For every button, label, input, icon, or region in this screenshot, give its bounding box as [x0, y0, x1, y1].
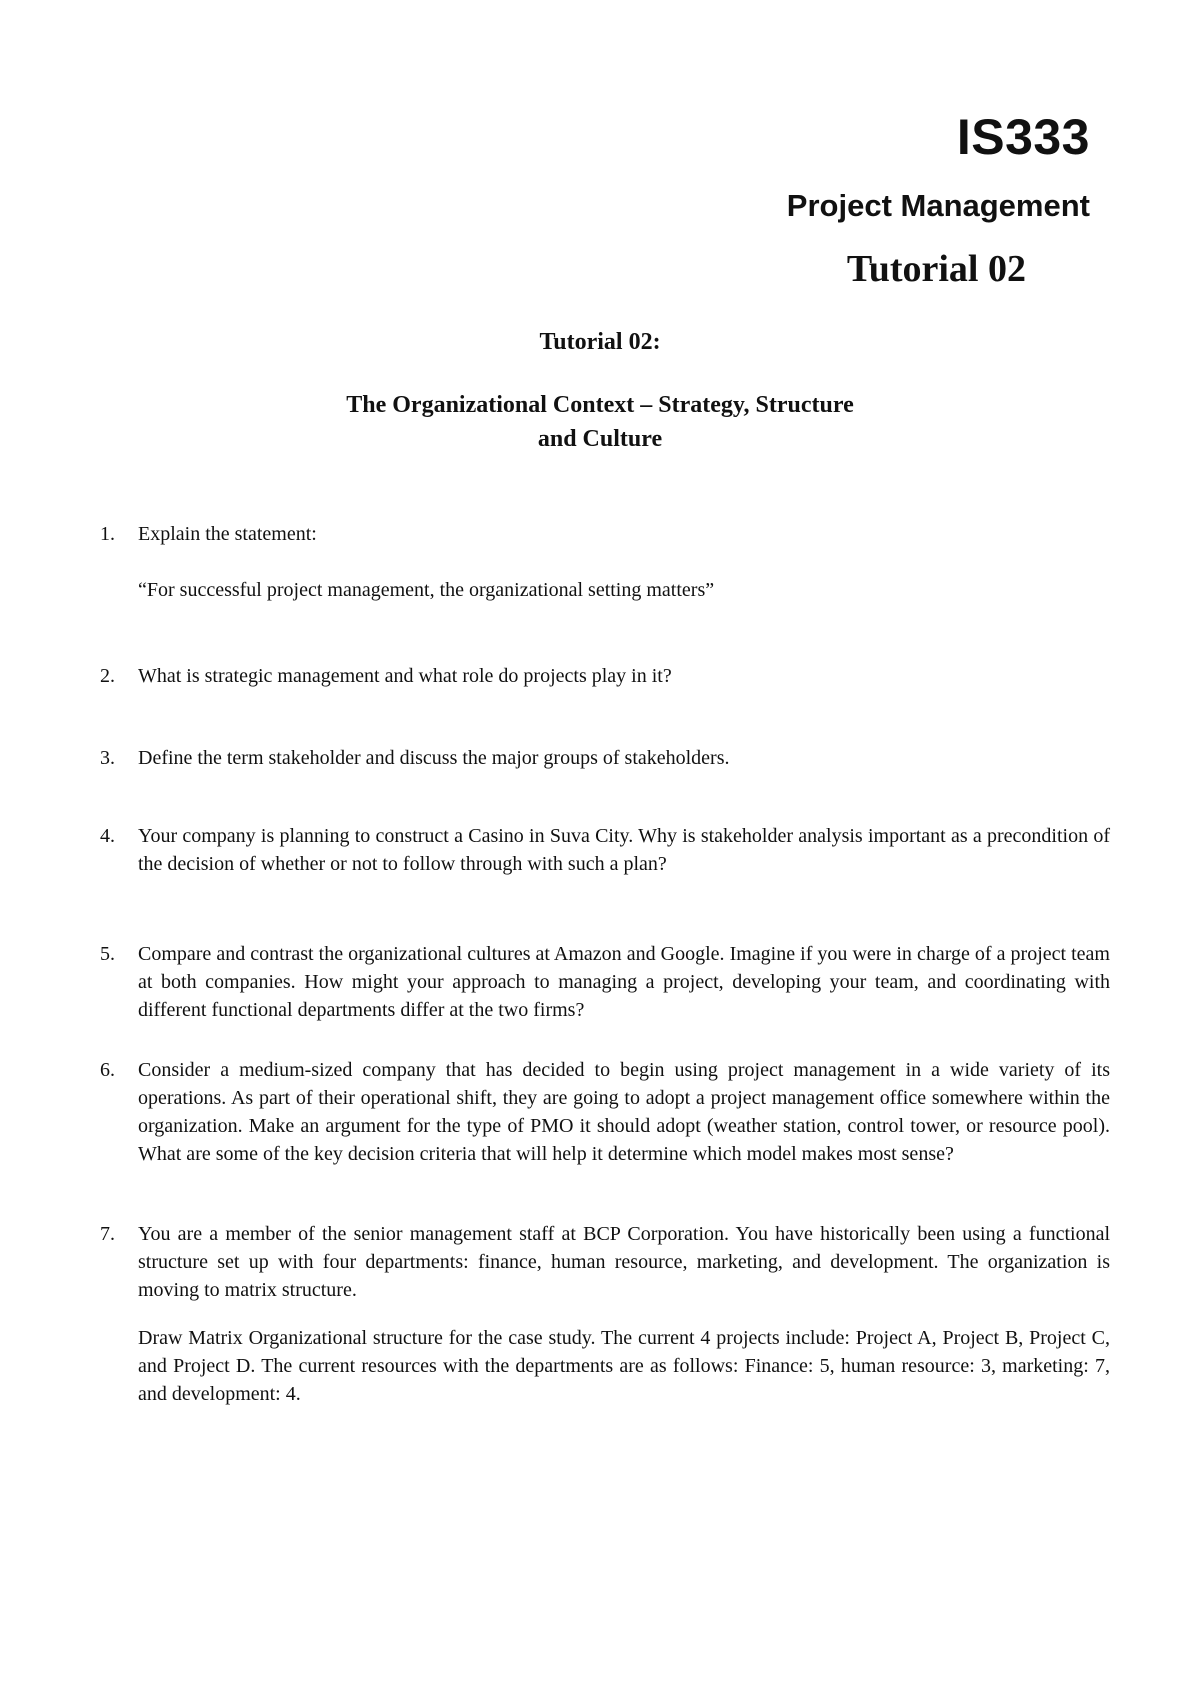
question-text: You are a member of the senior management staff at BCP Corporation. You have historically been using a functional structure set up with four departments: finance, human resource, marketing, and development. The organization is moving to matrix structure. [138, 1223, 1110, 1301]
question-number: 3. [100, 747, 115, 769]
question-text: Explain the statement: [138, 523, 317, 545]
question-5 [100, 940, 1110, 1024]
course-name: Project Management [786, 188, 1090, 223]
question-7 [100, 1220, 1110, 1408]
course-code: IS333 [956, 109, 1090, 165]
question-3 [100, 744, 1110, 772]
question-quote: “For successful project management, the organizational setting matters” [138, 579, 715, 601]
topic-title-line1: The Organizational Context – Strategy, Structure [346, 392, 854, 418]
tutorial-label: Tutorial 02 [846, 248, 1026, 290]
question-4 [100, 822, 1110, 878]
question-number: 7. [100, 1223, 115, 1245]
question-text: Consider a medium-sized company that has decided to begin using project management in a wide variety of its operations. As part of their operational shift, they are going to adopt a project management office somewhere within the organization. Make an argument for the type of PMO it should adopt (weather station, control tower, or resource pool). What are some of the key decision criteria that will help it determine which model makes most sense? [138, 1059, 1110, 1165]
question-number: 5. [100, 943, 115, 965]
question-number: 1. [100, 523, 115, 545]
question-2 [100, 662, 1110, 690]
question-subtext: Draw Matrix Organizational structure for the case study. The current 4 projects include: Project A, Project B, Project C, and Project D. The current resources with the departments are as follows: Finance: 5, human resource: 3, marketing: 7, and development: 4. [138, 1327, 1110, 1405]
question-text: What is strategic management and what role do projects play in it? [138, 665, 672, 687]
question-6 [100, 1056, 1110, 1168]
question-1 [100, 520, 1110, 604]
question-number: 2. [100, 665, 115, 687]
question-number: 6. [100, 1059, 115, 1081]
question-text: Compare and contrast the organizational cultures at Amazon and Google. Imagine if you were in charge of a project team at both companies. How might your approach to managing a project, developing your team, and coordinating with different functional departments differ at the two firms? [138, 943, 1110, 1021]
question-text: Your company is planning to construct a Casino in Suva City. Why is stakeholder analysis important as a precondition of the decision of whether or not to follow through with such a plan? [138, 825, 1110, 875]
topic-title-line2: and Culture [537, 426, 663, 452]
question-number: 4. [100, 825, 115, 847]
question-text: Define the term stakeholder and discuss the major groups of stakeholders. [138, 747, 730, 769]
tutorial-title: Tutorial 02: [539, 329, 661, 355]
